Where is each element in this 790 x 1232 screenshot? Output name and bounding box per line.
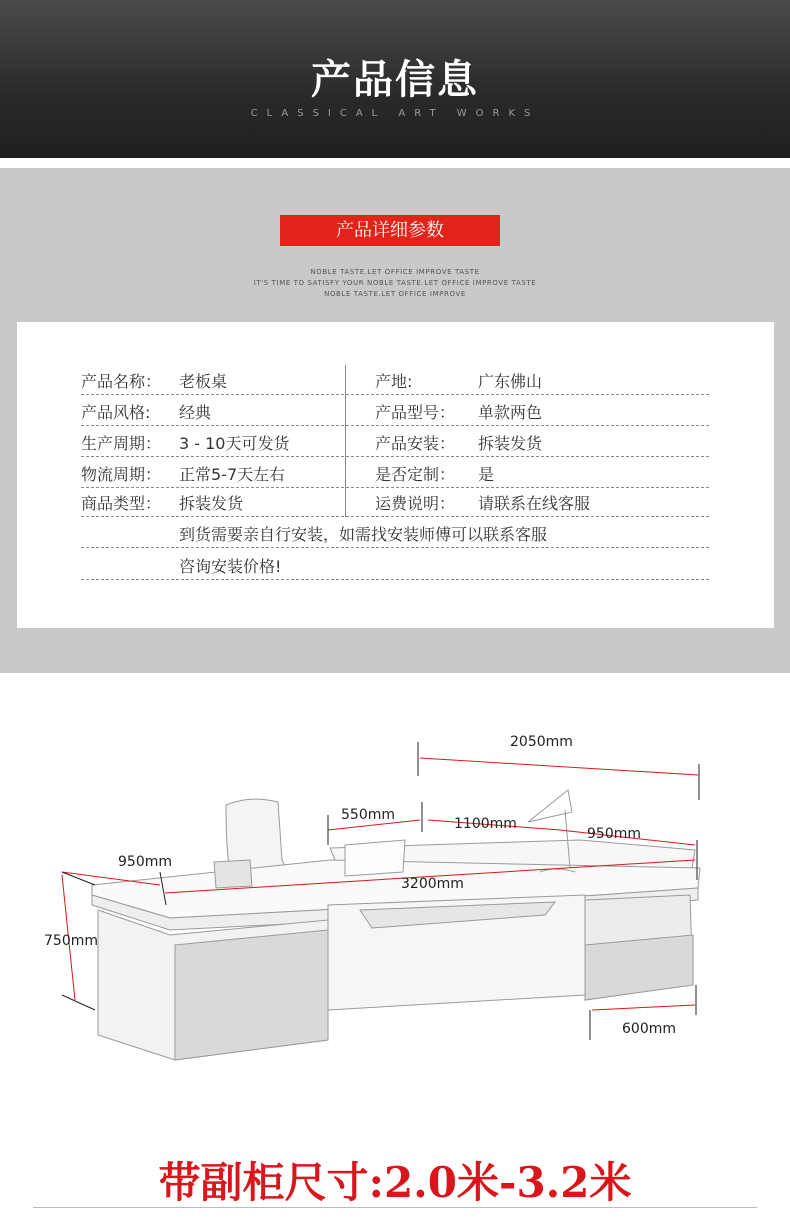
spec-value: 经典 [179,403,212,422]
spec-row [81,487,709,517]
dimension-side-width: 550mm [341,807,395,823]
spec-label: 生产周期： [81,434,162,453]
divider [33,1207,757,1208]
desk-diagram [0,690,790,1120]
noble-line-1: NOBLE TASTE.LET OFFICE IMPROVE TASTE [310,268,480,276]
noble-line-3: NOBLE TASTE.LET OFFICE IMPROVE [324,290,466,298]
dimension-height: 750mm [44,933,98,949]
dimension-middle-length: 1100mm [454,816,517,832]
spec-value: 老板桌 [179,372,228,391]
dimension-cabinet-depth: 600mm [622,1021,676,1037]
page-subtitle: CLASSICAL ART WORKS [250,108,540,119]
spec-label: 产地: [375,372,413,391]
spec-note-row [81,550,709,580]
spec-label: 产品名称： [81,372,162,391]
size-range-title: 带副柜尺寸:2.0米-3.2米 [158,1158,632,1207]
spec-value: 是 [478,465,495,484]
spec-row [81,427,709,457]
spec-label: 产品型号： [375,403,456,422]
spec-value: 拆装发货 [179,494,244,513]
spec-value: 请联系在线客服 [478,494,591,513]
spec-value: 正常5-7天左右 [179,465,286,484]
spec-value: 拆装发货 [478,434,543,453]
column-divider [345,365,346,517]
spec-label: 运费说明： [375,494,456,513]
spec-value: 单款两色 [478,403,543,422]
spec-label: 产品风格: [81,403,151,422]
dimension-right-depth: 950mm [587,826,641,842]
spec-row [81,396,709,426]
spec-row [81,458,709,488]
noble-line-2: IT'S TIME TO SATISFY YOUR NOBLE TASTE.LET OFFICE IMPROVE TASTE [253,279,537,287]
spec-row [81,365,709,395]
spec-value: 广东佛山 [478,372,543,391]
spec-value: 3 - 10天可发货 [179,434,290,453]
page-title: 产品信息 [311,56,479,103]
dimension-desk-length: 3200mm [401,876,464,892]
spec-note: 到货需要亲自行安装，如需找安装师傅可以联系客服 [179,525,548,544]
spec-label: 是否定制： [375,465,456,484]
spec-label: 产品安装： [375,434,456,453]
spec-label: 物流周期： [81,465,162,484]
dimension-total-length: 2050mm [510,734,573,750]
spec-note: 咨询安装价格! [179,557,282,576]
spec-label: 商品类型： [81,494,162,513]
header-banner [0,0,790,158]
section-label: 产品详细参数 [280,215,500,246]
dimension-left-depth: 950mm [118,854,172,870]
spec-note-row [81,518,709,548]
